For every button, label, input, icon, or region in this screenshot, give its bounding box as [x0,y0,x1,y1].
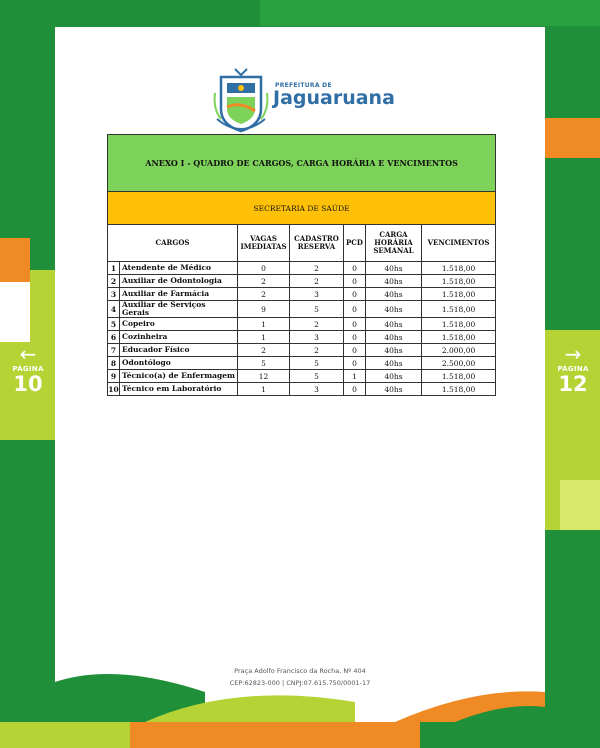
cargo-name-cell: Cozinheira [120,331,238,344]
cadastro-reserva-cell: 3 [290,331,344,344]
bg-lime-bottom [0,722,130,748]
next-page-nav[interactable] [552,342,594,396]
carga-horaria-cell: 40hs [366,301,422,318]
cargo-name-cell: Auxiliar de Farmácia [120,288,238,301]
pcd-cell: 0 [344,288,366,301]
carga-horaria-cell: 40hs [366,344,422,357]
table-title: ANEXO I - QUADRO DE CARGOS, CARGA HORÁRIA E VENCIMENTOS [108,135,496,192]
carga-horaria-cell: 40hs [366,318,422,331]
bg-orange-block-left [0,238,30,282]
table-header-row [108,225,496,262]
vencimento-cell: 2.500,00 [422,357,496,370]
cadastro-reserva-cell: 5 [290,370,344,383]
vencimento-cell: 1.518,00 [422,318,496,331]
positions-table-wrapper [107,134,495,396]
row-number-cell: 4 [108,301,120,318]
pcd-cell: 0 [344,383,366,396]
carga-horaria-cell: 40hs [366,383,422,396]
vencimento-cell: 1.518,00 [422,288,496,301]
vencimento-cell: 1.518,00 [422,275,496,288]
table-row [108,383,496,396]
table-row [108,318,496,331]
row-number-cell: 10 [108,384,119,394]
bg-lime-band-top [260,0,600,26]
previous-page-nav[interactable] [8,342,48,396]
vagas-imediatas-cell: 1 [238,383,290,396]
footer-wave-decoration [55,662,545,722]
cadastro-reserva-cell: 2 [290,318,344,331]
cadastro-reserva-cell: 3 [290,383,344,396]
pcd-cell: 0 [344,344,366,357]
next-page-number: 12 [558,372,588,396]
table-row [108,262,496,275]
table-body [108,262,496,396]
vagas-imediatas-cell: 2 [238,288,290,301]
table-title-row [108,135,496,192]
pcd-cell: 0 [344,318,366,331]
table-row [108,370,496,383]
row-number-cell: 1 [108,262,120,275]
cadastro-reserva-cell: 2 [290,275,344,288]
section-title: SECRETARIA DE SAÚDE [108,192,496,225]
vencimento-cell: 1.518,00 [422,262,496,275]
carga-horaria-cell: 40hs [366,275,422,288]
table-row [108,357,496,370]
cargo-name-cell: Atendente de Médico [120,262,238,275]
vagas-imediatas-cell: 2 [238,344,290,357]
carga-horaria-cell: 40hs [366,288,422,301]
row-number-cell: 2 [108,275,120,288]
document-page [55,27,545,722]
row-number-cell: 9 [108,370,120,383]
pcd-cell: 0 [344,357,366,370]
row-number-cell: 6 [108,331,120,344]
vencimento-cell: 1.518,00 [422,331,496,344]
arrow-left-icon: ← [19,342,37,366]
vencimento-cell: 1.518,00 [422,301,496,318]
next-page-label: PÁGINA [557,365,589,373]
vencimento-cell: 1.518,00 [422,370,496,383]
coat-of-arms-icon [213,67,269,137]
footer-cep-cnpj: CEP:62823-000 | CNPJ:07.615.750/0001-17 [229,679,371,687]
vagas-imediatas-cell: 1 [238,331,290,344]
previous-page-label: PÁGINA [12,365,44,373]
pcd-cell: 1 [344,370,366,383]
cargo-name-cell: Copeiro [120,318,238,331]
header-vencimentos: VENCIMENTOS [422,225,496,262]
previous-page-number: 10 [13,372,43,396]
vagas-imediatas-cell: 1 [238,318,290,331]
table-section-row [108,192,496,225]
cargo-name-cell: Auxiliar de Odontologia [120,275,238,288]
table-row [108,275,496,288]
bg-orange-block-right [545,118,600,158]
header-cargos: CARGOS [108,225,238,262]
vencimento-cell: 2.000,00 [422,344,496,357]
carga-horaria-cell: 40hs [366,331,422,344]
vagas-imediatas-cell: 12 [238,370,290,383]
header-vagas: VAGAS IMEDIATAS [238,225,290,262]
vagas-imediatas-cell: 2 [238,275,290,288]
positions-table [107,134,496,396]
footer-address: Praça Adolfo Francisco da Rocha, Nº 404 [234,667,366,675]
table-row [108,288,496,301]
header-carga: CARGA HORÁRIA SEMANAL [366,225,422,262]
row-number-cell: 3 [108,288,120,301]
cadastro-reserva-cell: 2 [290,344,344,357]
table-row [108,331,496,344]
pcd-cell: 0 [344,275,366,288]
logo-title: Jaguaruana [273,87,395,109]
row-number-cell: 8 [108,357,120,370]
carga-horaria-cell: 40hs [366,357,422,370]
vagas-imediatas-cell: 0 [238,262,290,275]
pcd-cell: 0 [344,262,366,275]
bg-white-block-left [0,282,30,342]
arrow-right-icon: → [564,342,582,366]
cargo-name-cell: Educador Físico [120,344,238,357]
logo-subtitle: PREFEITURA DE [275,82,332,89]
carga-horaria-cell: 40hs [366,370,422,383]
cargo-name-cell: Técnico em Laboratório [120,383,238,396]
vagas-imediatas-cell: 5 [238,357,290,370]
vagas-imediatas-cell: 9 [238,301,290,318]
vencimento-cell: 1.518,00 [422,383,496,396]
cargo-name-cell: Odontólogo [120,357,238,370]
pcd-cell: 0 [344,301,366,318]
cadastro-reserva-cell: 5 [290,301,344,318]
bg-lime-corner-right [560,480,600,530]
cadastro-reserva-cell: 2 [290,262,344,275]
cadastro-reserva-cell: 3 [290,288,344,301]
cargo-name-cell: Técnico(a) de Enfermagem [120,370,238,383]
cargo-name-cell: Auxiliar de Serviços Gerais [120,301,238,318]
carga-horaria-cell: 40hs [366,262,422,275]
table-row [108,344,496,357]
header-cadastro: CADASTRO RESERVA [290,225,344,262]
cadastro-reserva-cell: 5 [290,357,344,370]
header-pcd: PCD [344,225,366,262]
row-number-cell: 5 [108,318,120,331]
row-number-cell: 7 [108,344,120,357]
pcd-cell: 0 [344,331,366,344]
bg-orange-bottom [120,722,420,748]
table-row [108,301,496,318]
